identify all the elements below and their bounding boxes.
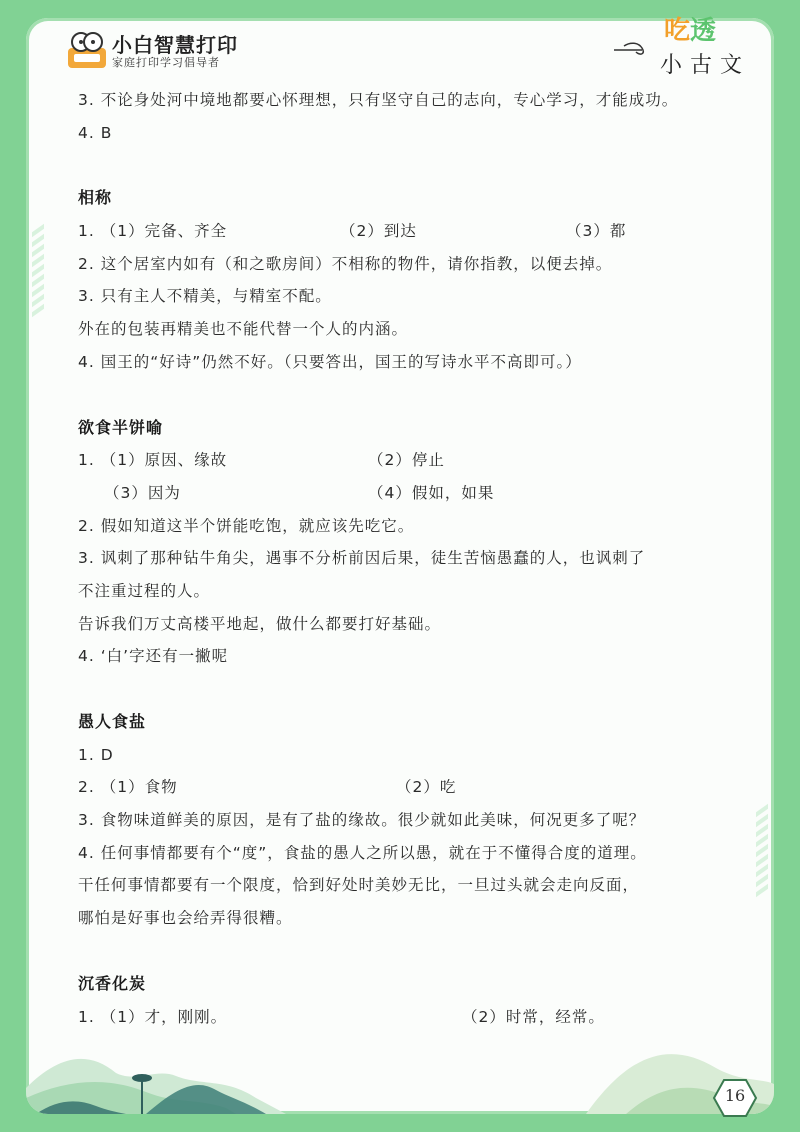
answer-line: 4. B — [78, 123, 113, 142]
answer-line: 4. 任何事情都要有个“度”，食盐的愚人之所以愚，就在于不懂得合度的道理。 — [78, 843, 647, 862]
answer-line: 1. D — [78, 745, 114, 764]
answer-line: 干任何事情都要有一个限度，恰到好处时美妙无比，一旦过头就会走向反面， — [78, 876, 640, 895]
answer-item: （3）因为 — [104, 483, 181, 502]
answer-line: 3. 只有主人不精美，与精室不配。 — [78, 287, 332, 306]
section-title: 相称 — [78, 188, 113, 208]
answer-item: 2. （1）食物 — [78, 778, 178, 797]
answer-line: 哪怕是好事也会给弄得很糟。 — [78, 909, 293, 928]
answer-item: （2）时常，经常。 — [462, 1007, 605, 1026]
answer-item: （2）停止 — [368, 451, 445, 470]
answer-line — [78, 215, 758, 248]
answer-line: 3. 食物味道鲜美的原因，是有了盐的缘故。很少就如此美味，何况更多了呢？ — [78, 811, 646, 830]
printer-logo-icon — [66, 30, 108, 70]
section-title: 沉香化炭 — [78, 973, 147, 993]
answer-line — [78, 1001, 758, 1034]
answer-line: 2. 这个居室内如有（和之歌房间）不相称的物件，请你指教，以便去掉。 — [78, 254, 613, 273]
answer-line — [78, 444, 758, 477]
answer-line: 告诉我们万丈高楼平地起，做什么都要打好基础。 — [78, 614, 442, 633]
series-brand — [612, 10, 772, 84]
answer-line — [78, 771, 758, 804]
page-number: 16 — [724, 1086, 746, 1105]
brand-subtitle: 小古文 — [660, 53, 751, 78]
answer-item: （2）到达 — [340, 222, 417, 241]
answer-line: 3. 讽刺了那种钻牛角尖，遇事不分析前因后果，徒生苦恼愚蠢的人，也讽刺了 — [78, 549, 646, 568]
answer-line: 外在的包装再精美也不能代替一个人的内涵。 — [78, 320, 409, 339]
section-title: 欲食半饼喻 — [78, 417, 164, 437]
answer-line: 2. 假如知道这半个饼能吃饱，就应该先吃它。 — [78, 516, 415, 535]
answer-content — [78, 84, 758, 1033]
left-stripe-deco — [32, 228, 44, 318]
brand-char-2: 透 — [690, 16, 717, 46]
section-title: 愚人食盐 — [78, 712, 147, 731]
logo-subtitle: 家庭打印学习倡导者 — [112, 56, 220, 69]
answer-line: 4. 国王的“好诗”仍然不好。（只要答出，国王的写诗水平不高即可。） — [78, 352, 582, 371]
answer-item: （3）都 — [566, 222, 627, 241]
answer-item: （2）吃 — [396, 778, 457, 797]
brand-char-1: 吃 — [664, 16, 691, 46]
answer-item: 1. （1）完备、齐全 — [78, 222, 228, 241]
logo-title: 小白智慧打印 — [112, 33, 238, 57]
answer-line: 4. ‘白’字还有一撇呢 — [78, 647, 229, 666]
answer-item: 1. （1）才，刚刚。 — [78, 1007, 228, 1026]
answer-line: 3. 不论身处河中境地都要心怀理想，只有坚守自己的志向，专心学习，才能成功。 — [78, 91, 679, 109]
answer-item: 1. （1）原因、缘故 — [78, 451, 228, 470]
brand-logo — [112, 34, 238, 70]
answer-line — [78, 477, 758, 510]
answer-line: 不注重过程的人。 — [78, 581, 211, 600]
answer-item: （4）假如，如果 — [368, 483, 495, 502]
brand-title — [664, 10, 716, 47]
